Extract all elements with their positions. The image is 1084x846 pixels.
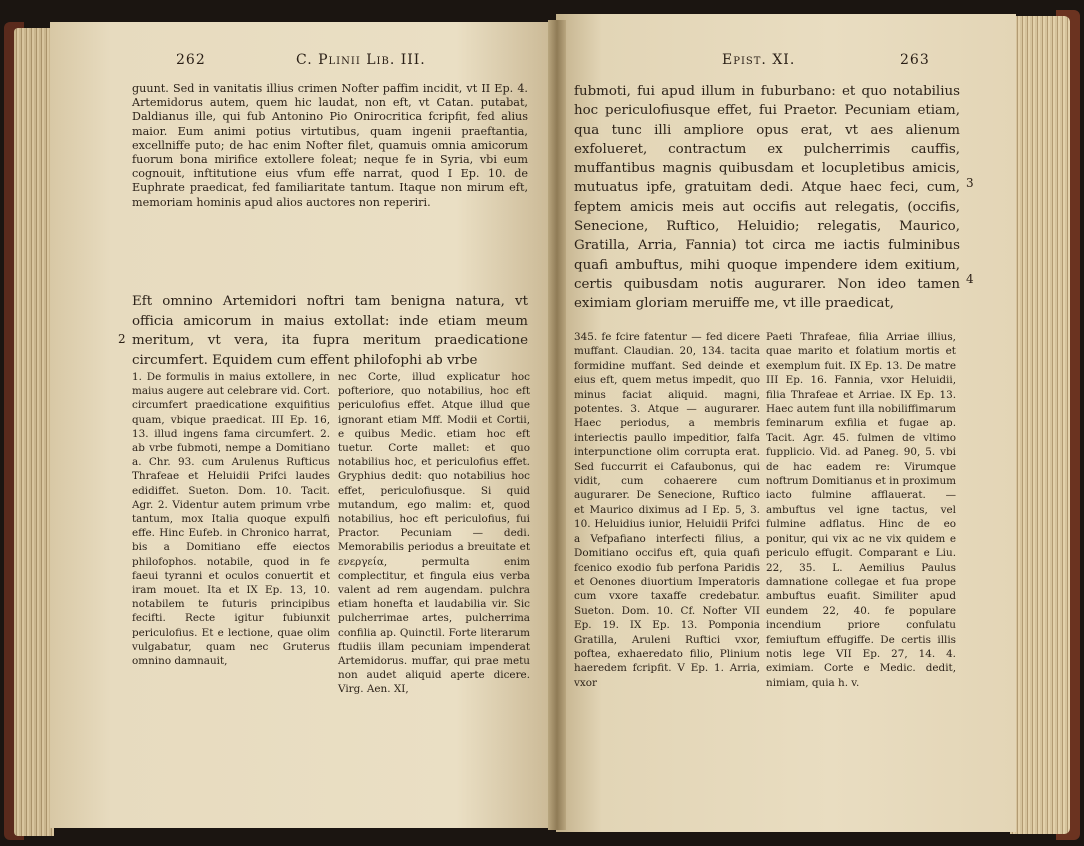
right-main-text: fubmoti, fui apud illum in fuburbano: et quo notabilius hoc periculofiusque effet, fui Praetor. Pecuniam etiam, qua tunc illi ampliore opus erat, vt aes alienum exfolueret, contractum ex pulcherrimis cauffis, muffantibus magnis quibusdam et locupletibus amicis, mutuatus ipfe, gratuitam dedi. Atque haec feci, cum, feptem amicis meis aut occifis aut relegatis, (occifis, Senecione, Ruftico, Heluidio; relegatis, Maurico, Gratilla, Arria, Fannia) tot circa me iactis fulminibus quafi ambuftus, mihi quoque impendere idem exitium, certis quibusdam notis augurarer. Non ideo tamen eximiam gloriam meruiffe me, vt ille praedicat, — [574, 84, 960, 312]
page-edges-right — [1010, 16, 1070, 834]
left-commentary-continuation: guunt. Sed in vanitatis illius crimen Nofter paffim incidit, vt II Ep. 4. Artemidorus autem, quem hic laudat, non eft, vt Catan. putabat, Daldianus ille, qui fub Antonino Pio Onirocritica fcripfit, fed alius maior. Eum animi potius virtutibus, quam ingenii praeftantia, excellniffe puto; de hac enim Nofter filet, quamuis omnia amicorum fuorum bona mirifice extollere foleat; neque fe in Syria, vbi eum cognouit, inftitutione eius vfum effe narrat, quod I Ep. 10. de Euphrate praedicat, fed familiaritate tantum. Itaque non mirum eft, memoriam hominis apud alios auctores non reperiri. — [132, 82, 528, 209]
left-margin-number: 2 — [118, 332, 126, 346]
left-notes-column-2: nec Corte, illud explicatur hoc pofteriore, quo notabilius, hoc eft periculofius effet. Atque illud que ignorant etiam Mff. Modii et Cortii, e quibus Medic. etiam hoc eft tuetur. Corte mallet: et quo notabilius hoc, et periculofius effet. Gryphius dedit: quo notabilius hoc effet, periculofiusque. Si quid mutandum, ego malim: et, quod notabilius, hoc eft periculofius, fui Practor. Pecuniam — dedi. Memorabilis periodus a breuitate et ενεργεία, permulta enim complectitur, et fingula eius verba valent ad rem augendam. pulchra etiam honefta et laudabilia vir. Sic pulcherrimae artes, pulcherrima confilia ap. Quinctil. Forte literarum ftudiis illam pecuniam impenderat Artemidorus. muffar, qui prae metu non audet aliquid aperte dicere. Virg. Aen. XI, — [338, 371, 530, 696]
left-main-text: Eft omnino Artemidori noftri tam benigna natura, vt officia amicorum in maius extollat: inde etiam meum meritum, vt vera, ita fupra meritum praedicatione circumfert. Equidem cum effent philofophi ab vrbe — [132, 294, 528, 368]
left-notes-column-1: 1. De formulis in maius extollere, in maius augere aut celebrare vid. Cort. circumfert praedicatione exquifitius quam, vbique praedicat. III Ep. 16, 13. illud ingens fama circumfert. 2. ab vrbe fubmoti, nempe a Domitiano a. Chr. 93. cum Arulenus Rufticus Thrafeae et Heluidii Prifci laudes edidiffet. Sueton. Dom. 10. Tacit. Agr. 2. Videntur autem primum vrbe tantum, mox Italia quoque expulfi effe. Hinc Eufeb. in Chronico harrat, bis a Domitiano effe eiectos philofophos. notabile, quod in fe faeui tyranni et oculos conuertit et iram mouet. Ita et IX Ep. 13, 10. notabilem te futuris principibus fecifti. Recte igitur fubiunxit periculofius. Et e lectione, quae olim vulgabatur, quam nec Gruterus omnino damnauit, — [132, 371, 330, 668]
right-page-number: 263 — [900, 52, 930, 68]
left-running-head: C. Plinii Lib. III. — [296, 52, 426, 68]
book-gutter — [548, 20, 566, 830]
left-page-number: 262 — [176, 52, 206, 68]
page-edges-left — [14, 28, 54, 836]
right-running-head: Epist. XI. — [722, 52, 796, 68]
right-margin-number-4: 4 — [966, 272, 974, 286]
right-notes-column-1: 345. fe fcire fatentur — fed dicere muffant. Claudian. 20, 134. tacita formidine muffant. Sed deinde et eius eft, quem metus impedit, quo minus faciat aliquid. magni, potentes. 3. Atque — augurarer. Haec periodus, a membris interiectis paullo impeditior, falfa interpunctione olim corrupta erat. Sed fuccurrit ei Cafaubonus, qui vidit, cum cohaerere cum augurarer. De Senecione, Ruftico et Maurico diximus ad I Ep. 5, 3. 10. Heluidius iunior, Heluidii Prifci a Vefpafiano interfecti filius, a Domitiano occifus eft, quia quafi fcenico exodio fub perfona Paridis et Oenones diuortium Imperatoris cum vxore taxaffe credebatur. Sueton. Dom. 10. Cf. Nofter VII Ep. 19. IX Ep. 13. Pomponia Gratilla, Aruleni Ruftici vxor, poftea, exhaeredato filio, Plinium haeredem fcripfit. V Ep. 1. Arria, vxor — [574, 331, 760, 689]
right-margin-number-3: 3 — [966, 176, 974, 190]
right-notes-column-2: Paeti Thrafeae, filia Arriae illius, quae marito et folatium mortis et exemplum fuit. IX Ep. 13. De matre III Ep. 16. Fannia, vxor Heluidii, filia Thrafeae et Arriae. IX Ep. 13. Haec autem funt illa nobiliffimarum feminarum exfilia et fugae ap. Tacit. Agr. 45. fulmen de vltimo fupplicio. Vid. ad Paneg. 90, 5. vbi de hac eadem re: Virumque noftrum Domitianus et in proximum iacto fulmine afflauerat. — ambuftus vel igne tactus, vel fulmine adflatus. Hinc de eo ponitur, qui vix ac ne vix quidem e periculo effugit. Comparant e Liu. 22, 35. L. Aemilius Paulus damnatione collegae et fua prope ambuftus euafit. Similiter apud eundem 22, 40. fe populare incendium priore confulatu femiuftum effugiffe. De certis illis notis lege VII Ep. 27, 14. 4. eximiam. Corte e Medic. dedit, nimiam, quia h. v. — [766, 331, 956, 689]
